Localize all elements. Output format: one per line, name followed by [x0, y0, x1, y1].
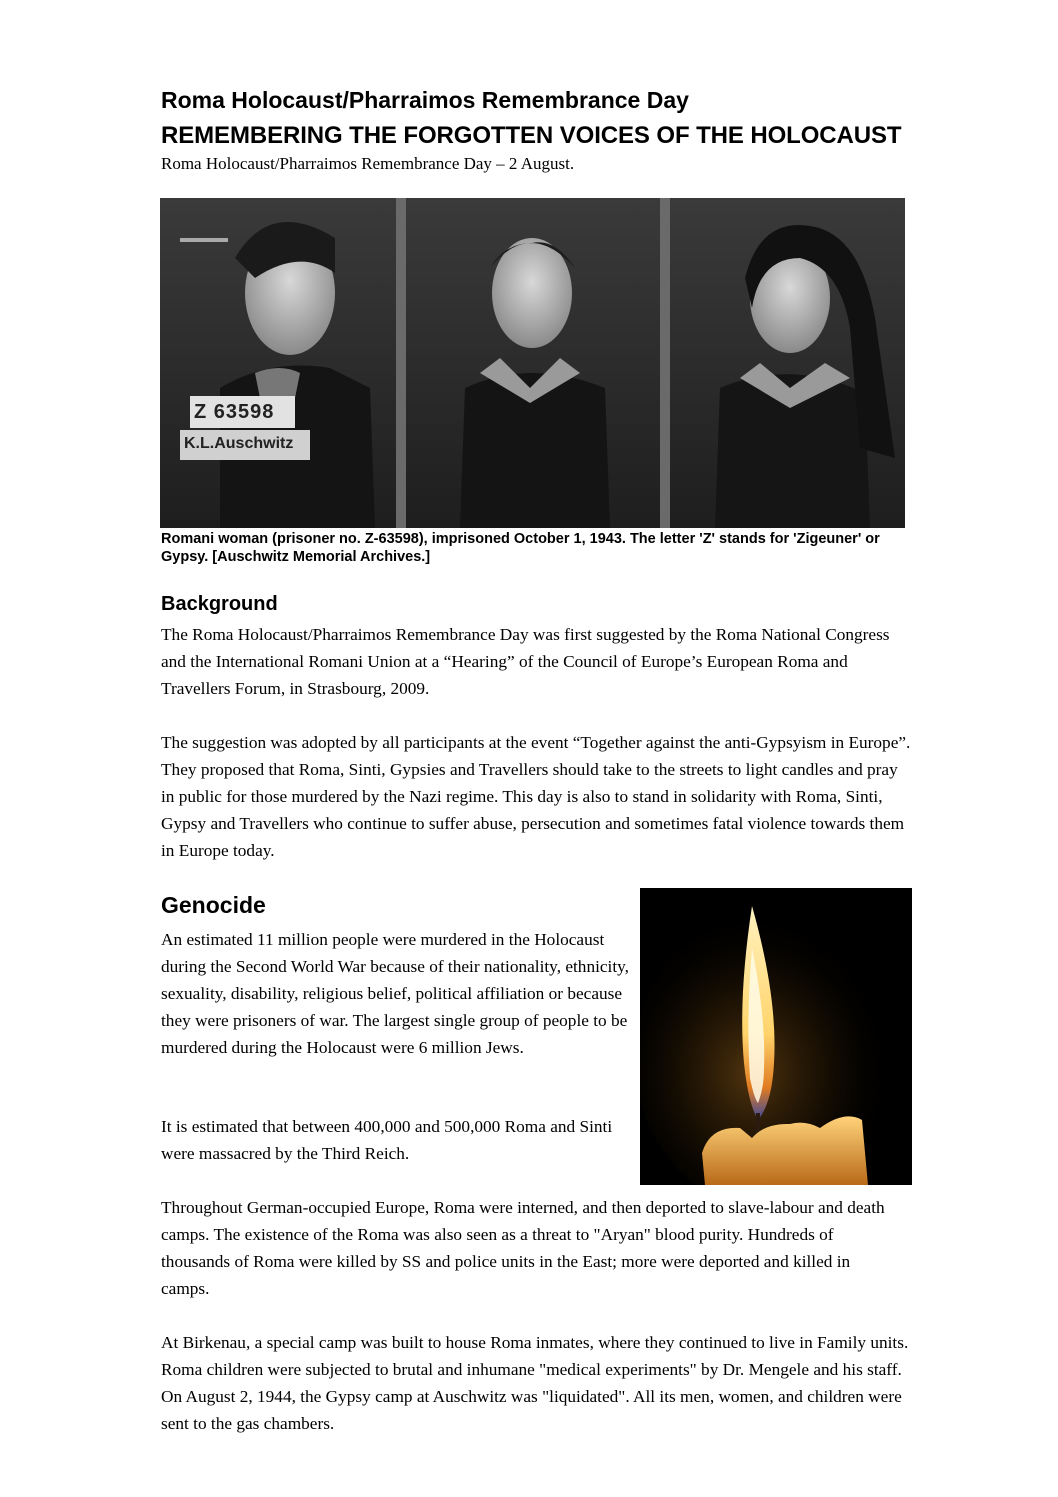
- photo-caption: Romani woman (prisoner no. Z-63598), imprisoned October 1, 1943. The letter 'Z' stands for 'Zigeuner' or Gypsy. [Auschwitz Memorial Archives.]: [161, 531, 880, 565]
- genocide-paragraph: An estimated 11 million people were murdered in the Holocaust during the Second World War because of their nationality, ethnicity, sexuality, disability, religious belief, political affiliation or because they were prisoners of war. The largest single group of people to be murdered during the Holocaust were 6 million Jews.: [161, 930, 630, 1057]
- prisoner-number-sign: Z 63598: [194, 401, 275, 423]
- background-heading: Background: [161, 593, 278, 615]
- candle-photograph: [640, 888, 912, 1185]
- document-title: Roma Holocaust/Pharraimos Remembrance Day: [161, 87, 689, 113]
- background-paragraph: The Roma Holocaust/Pharraimos Remembrance Day was first suggested by the Roma National Congress and the International Romani Union at a “Hearing” of the Council of Europe’s European Roma and Travellers Forum, in Strasbourg, 2009.: [161, 625, 890, 698]
- genocide-paragraph: Throughout German-occupied Europe, Roma were interned, and then deported to slave-labour and death camps. The existence of the Roma was also seen as a threat to "Aryan" blood purity. Hundreds of thousands of Roma were killed by SS and police units in the East; more were deported and killed in camps.: [161, 1198, 885, 1298]
- camp-name-sign: K.L.Auschwitz: [184, 435, 294, 452]
- background-paragraph: The suggestion was adopted by all participants at the event “Together against the anti-Gypsyism in Europe”. They proposed that Roma, Sinti, Gypsies and Travellers should take to the streets to light candles and pray in public for those murdered by the Nazi regime. This day is also to stand in solidarity with Roma, Sinti, Gypsy and Travellers who continue to suffer abuse, persecution and sometimes fatal violence towards them in Europe today.: [161, 733, 911, 860]
- genocide-paragraph: It is estimated that between 400,000 and 500,000 Roma and Sinti were massacred by the Third Reich.: [161, 1117, 613, 1163]
- document-headline: REMEMBERING THE FORGOTTEN VOICES OF THE HOLOCAUST: [161, 122, 902, 149]
- prisoner-photograph: [160, 198, 905, 528]
- genocide-heading: Genocide: [161, 892, 266, 918]
- genocide-paragraph: At Birkenau, a special camp was built to house Roma inmates, where they continued to live in Family units. Roma children were subjected to brutal and inhumane "medical experiments" by Dr. Mengele and his staff. On August 2, 1944, the Gypsy camp at Auschwitz was "liquidated". All its men, women, and children were sent to the gas chambers.: [161, 1333, 909, 1433]
- document-subtitle: Roma Holocaust/Pharraimos Remembrance Day – 2 August.: [161, 154, 575, 173]
